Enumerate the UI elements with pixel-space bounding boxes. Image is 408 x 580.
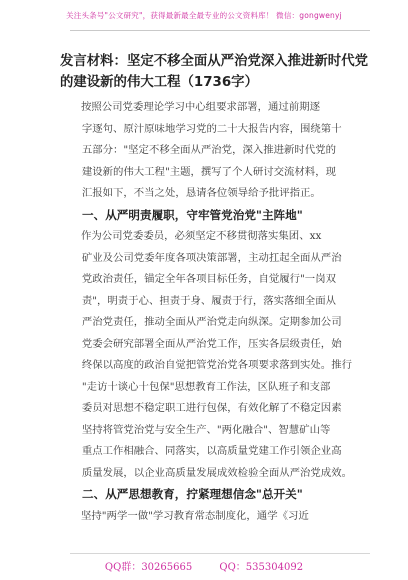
section-2-line: 坚持"两学一做"学习教育常态制度化，通学《习近 <box>81 509 309 522</box>
section-1-line: 严治党责任，推动全面从严治党走向纵深。定期参加公司 <box>81 316 342 328</box>
document-title <box>60 51 368 93</box>
section-1-line: 党委会研究部署全面从严治党工作，压实各层级责任，始 <box>81 337 342 350</box>
intro-paragraph <box>60 97 368 205</box>
section-2-paragraph <box>60 506 368 528</box>
footer-qq-group: QQ群：30265665 <box>104 562 193 573</box>
section-1-line: 坚持将管党治党与安全生产、"两化融合"、智慧矿山等 <box>81 423 331 436</box>
section-1-line: 终保以高度的政治自觉把管党治党各项要求落到实处。推行 <box>81 359 352 371</box>
section-1-paragraph <box>60 226 368 484</box>
section-1-line: 质量发展，以企业高质量发展成效检验全面从严治党成效。 <box>81 466 352 479</box>
document-body <box>60 97 368 527</box>
section-1-line: 重点工作相融合、同落实，以高质量党建工作引领企业高 <box>81 445 342 457</box>
footer-contact <box>0 558 408 573</box>
intro-line: 建设新的伟大工程"主题，撰写了个人研讨交流材料，现 <box>81 165 336 178</box>
section-1-line: 责"，明责于心、担责于身、履责于行，落实落细全面从 <box>81 294 336 307</box>
header-divider <box>70 30 370 31</box>
footer-qq: QQ：535304092 <box>219 562 304 573</box>
section-1-line: "走访十谈心十包保"思想教育工作法，区队班子和支部 <box>81 380 331 393</box>
section-1-line: 党政治责任，锚定全年各项目标任务，自觉履行"一岗双 <box>81 273 336 285</box>
section-1-heading: 一、从严明责履职，守牢管党治党"主阵地" <box>82 207 303 222</box>
section-1-line: 委员对思想不稳定职工进行包保，有效化解了不稳定因素 <box>81 402 342 414</box>
section-1-line: 矿业及公司党委年度各项决策部署，主动扛起全面从严治 <box>81 251 342 264</box>
section-1-line: 作为公司党委委员，必须坚定不移贯彻落实集团、xx <box>81 230 322 242</box>
intro-line: 按照公司党委理论学习中心组要求部署，通过前期逐 <box>81 101 320 113</box>
header-note: 关注头条号"公文研究"，获得最新最全最专业的公文资料库！ 微信：gongwenyj <box>66 11 342 20</box>
intro-line: 汇报如下，不当之处，恳请各位领导给予批评指正。 <box>81 187 321 199</box>
footer-divider <box>70 553 370 554</box>
title-line-1: 发言材料：坚定不移全面从严治党深入推进新时代党 <box>60 54 368 69</box>
section-2-heading: 二、从严思想教育，拧紧理想信念"总开关" <box>82 487 303 501</box>
title-line-2: 的建设新的伟大工程（1736字） <box>60 75 258 90</box>
intro-line: 五部分："坚定不移全面从严治党，深入推进新时代党的 <box>81 144 336 156</box>
intro-line: 字逐句、原汁原味地学习党的二十大报告内容，围绕第十 <box>81 122 342 135</box>
